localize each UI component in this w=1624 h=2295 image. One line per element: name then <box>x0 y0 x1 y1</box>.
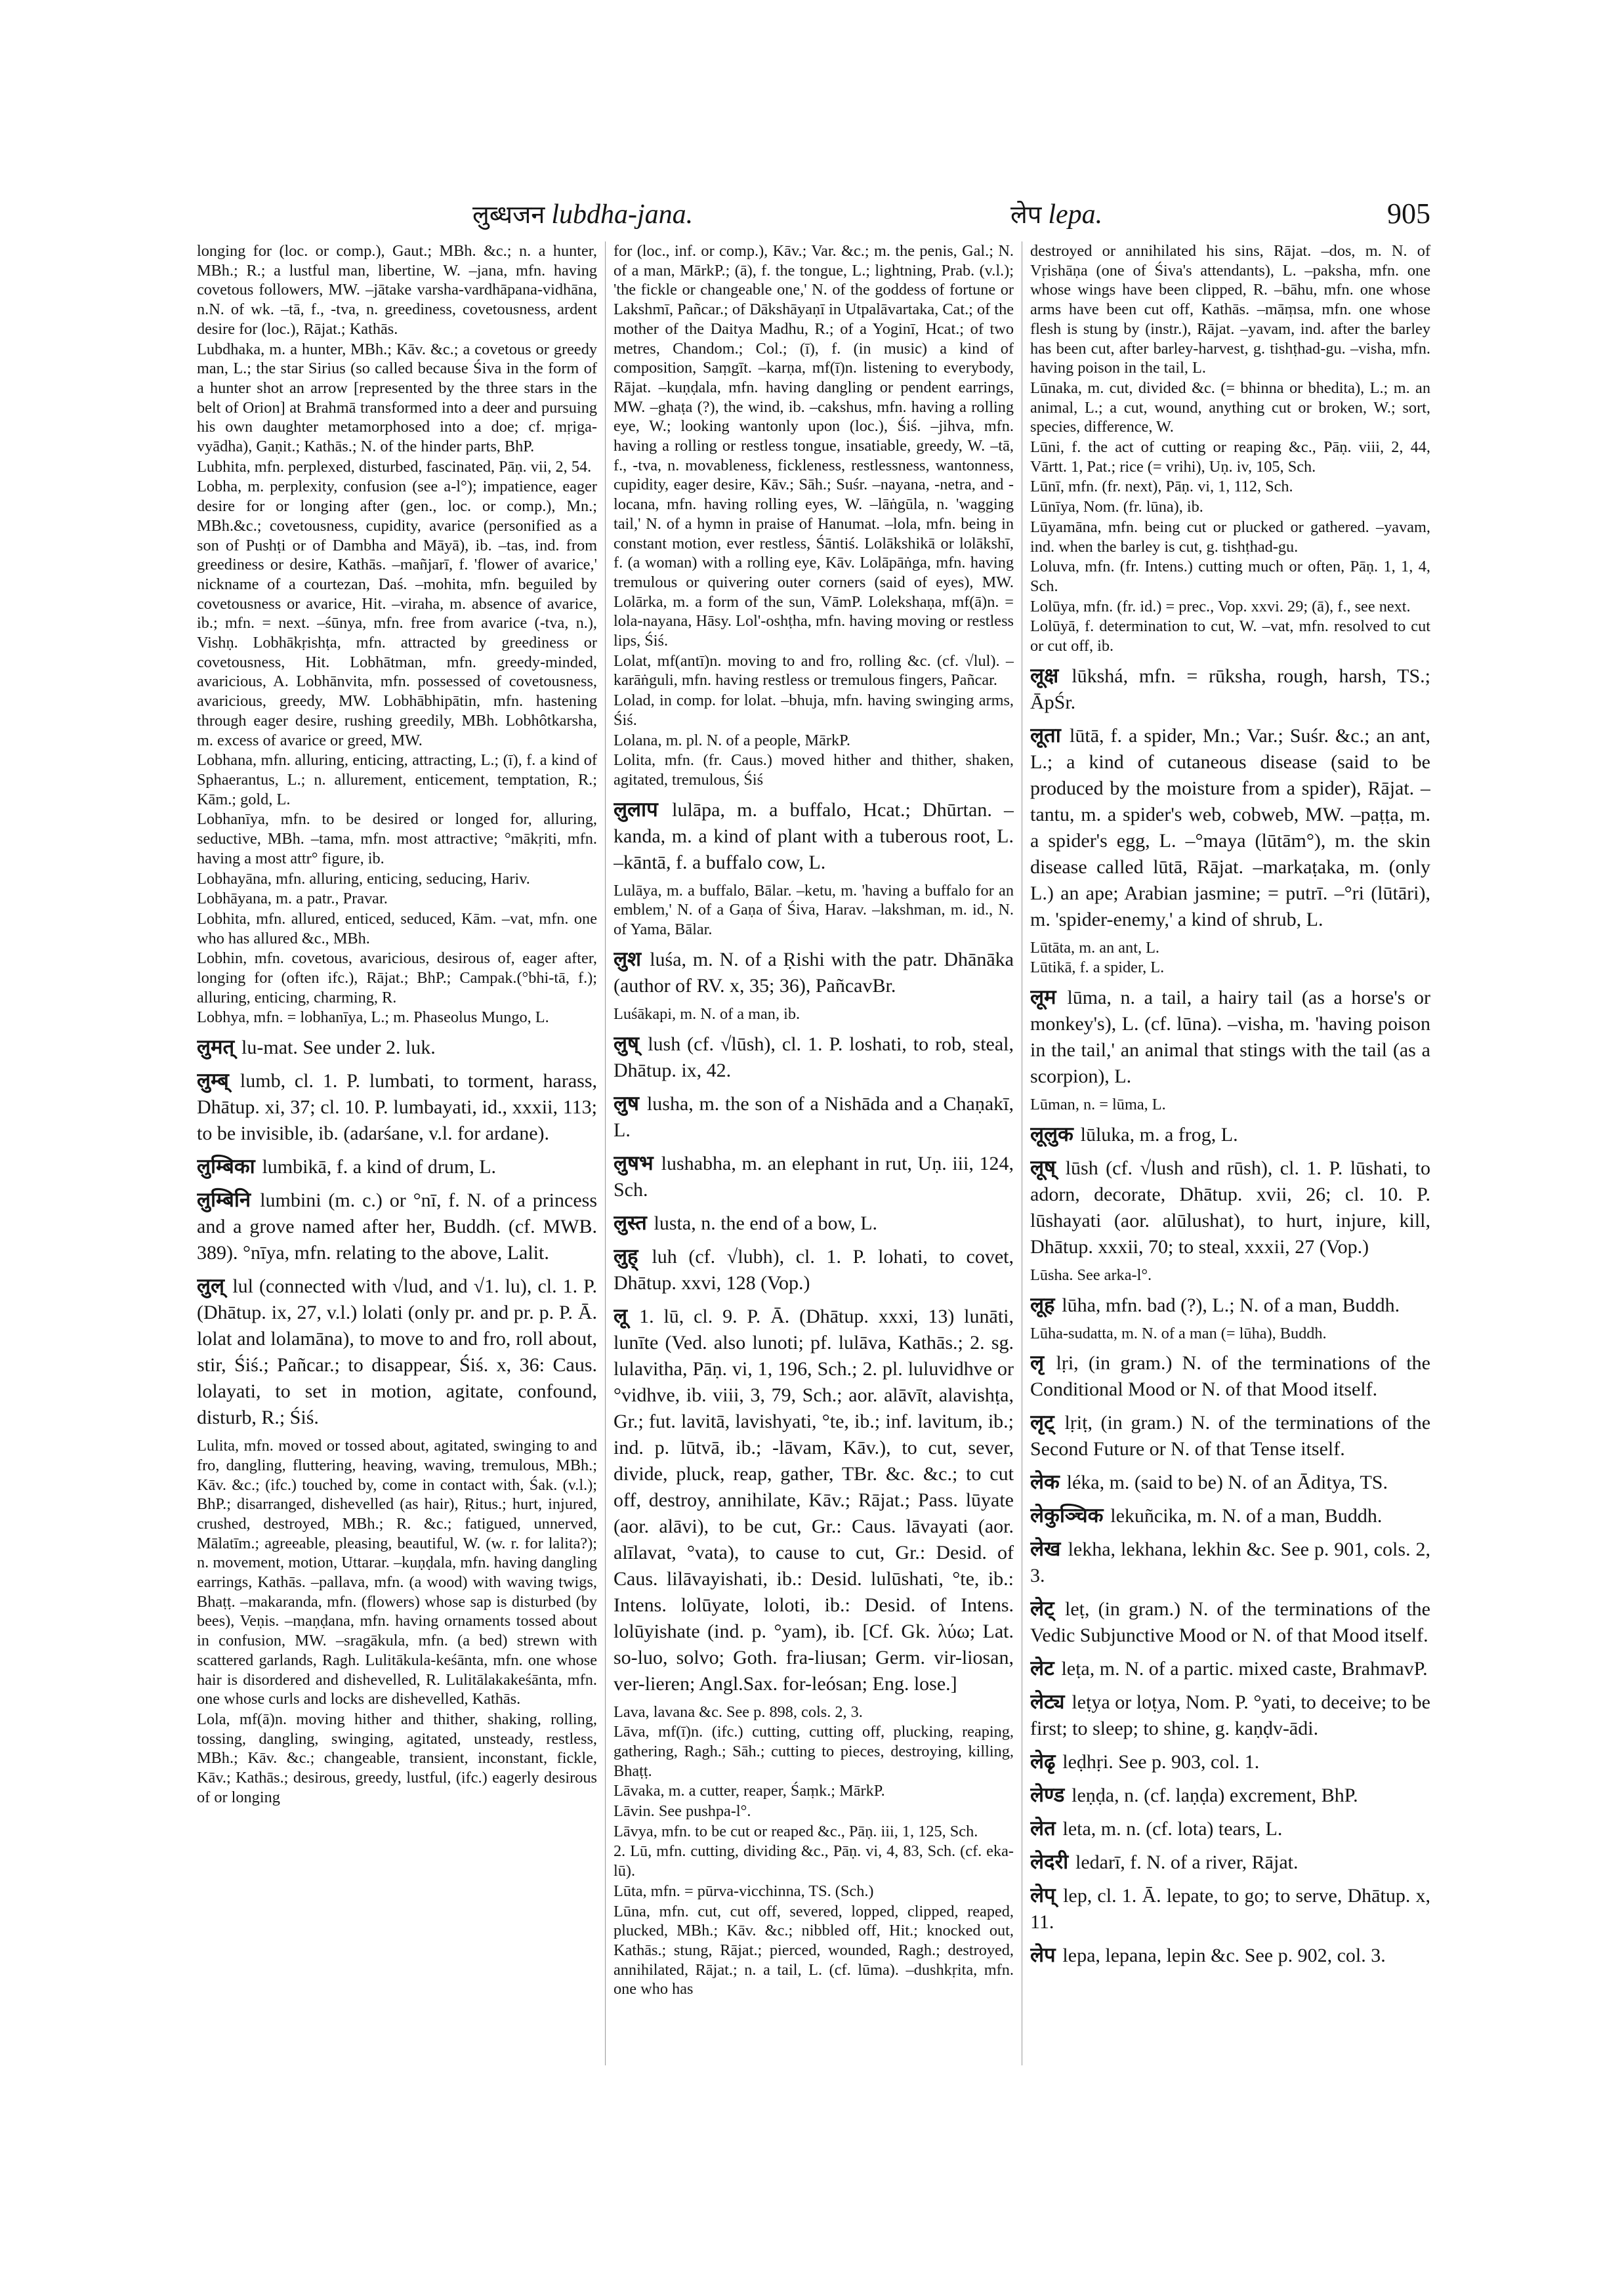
dictionary-entry <box>1030 557 1430 596</box>
headword-entry <box>1030 1536 1430 1589</box>
entry-text: lūma, n. a tail, a hairy tail (as a horse's or monkey's), L. (cf. lūna). –visha, m. 'having poison in the tail,' an animal that stings with the tail (as a scorpion), L. <box>1030 987 1430 1088</box>
devanagari-headword: लेप <box>1030 1943 1063 1968</box>
devanagari-headword: लेण्ड <box>1030 1783 1072 1808</box>
entry-text: Lobha, m. perplexity, confusion (see a-l°); impatience, eager desire for or longing after (gen., loc. or comp.), Mn.; MBh.&c.; covetousness, cupidity, avarice (personified as a son of Pushṭi or of Dambha and Māyā), ib. –tas, ind. from greediness or desire, Kathās. –mañjarī, f. 'flower of avarice,' nickname of a courtezan, Daś. –mohita, mfn. beguiled by covetousness or avarice, Hit. –viraha, m. absence of avarice, ib.; mfn. = next. –śūnya, mfn. free from avarice (-tva, n.), Vishṇ. Lobhākṛishṭa, mfn. attracted by greediness or covetousness, Hit. Lobhātman, mfn. greedy-minded, avaricious, A. Lobhānvita, mfn. possessed of covetousness, avaricious, greedy, MW. Lobhābhipātin, mfn. hastening through eager desire, rushing greedily, MBh. Lobhôtkarsha, m. excess of avarice or greed, MW. <box>197 478 597 749</box>
left-head-word: lubdha-jana. <box>551 199 694 230</box>
entry-text: leṇḍa, n. (cf. laṇḍa) excrement, BhP. <box>1072 1785 1358 1807</box>
headword-entry <box>1030 1502 1430 1529</box>
devanagari-headword: लूष् <box>1030 1155 1066 1180</box>
devanagari-headword: लेट <box>1030 1657 1062 1681</box>
headword-entry <box>1030 1849 1430 1876</box>
entry-text: Lobhya, mfn. = lobhanīya, L.; m. Phaseolus Mungo, L. <box>197 1008 549 1027</box>
headword-entry <box>197 1153 597 1180</box>
devanagari-headword: लेट्य <box>1030 1690 1072 1714</box>
right-head-devanagari: लेप <box>1010 200 1042 229</box>
entry-text: lumb, cl. 1. P. lumbati, to torment, harass, Dhātup. xi, 37; cl. 10. P. lumbayati, id., xxxii, 113; to be invisible, ib. (adarśane, v.l. for ardane). <box>197 1070 597 1145</box>
headword-entry <box>1030 1882 1430 1935</box>
headword-entry <box>614 1303 1014 1697</box>
headword-entry <box>1030 1155 1430 1260</box>
devanagari-headword: लेकुञ्चिक <box>1030 1504 1111 1528</box>
dictionary-entry <box>614 1802 1014 1821</box>
dictionary-entry <box>197 889 597 909</box>
devanagari-headword: लुश <box>614 947 650 971</box>
entry-text: Lūtikā, f. a spider, L. <box>1030 959 1165 977</box>
dictionary-entry <box>197 1436 597 1709</box>
devanagari-headword: लुमत् <box>197 1035 242 1060</box>
entry-text: Lobhāyana, m. a patr., Pravar. <box>197 890 388 908</box>
devanagari-headword: लुल् <box>197 1274 233 1298</box>
entry-text: Lobhayāna, mfn. alluring, enticing, seducing, Hariv. <box>197 869 530 888</box>
headword-entry <box>614 796 1014 876</box>
devanagari-headword: लूता <box>1030 723 1070 747</box>
entry-text: Lolat, mf(antī)n. moving to and fro, rolling &c. (cf. √lul). –karāṅguli, mfn. having restless or tremulous fingers, Pañcar. <box>614 651 1014 690</box>
devanagari-headword: लुह् <box>614 1244 652 1268</box>
dictionary-entry <box>1030 518 1430 556</box>
dictionary-entry <box>1030 1324 1430 1344</box>
devanagari-headword: लुष् <box>614 1031 648 1056</box>
devanagari-headword: लूक्ष <box>1030 663 1072 688</box>
dictionary-entry <box>614 1004 1014 1024</box>
entry-text: Lobhana, mfn. alluring, enticing, attracting, L.; (ī), f. a kind of Sphaerantus, L.; n. allurement, enticement, temptation, R.; Kām.; gold, L. <box>197 751 597 808</box>
devanagari-headword: लू <box>614 1304 640 1328</box>
entry-text: léka, m. (said to be) N. of an Āditya, TS. <box>1066 1472 1388 1494</box>
dictionary-entry <box>614 1902 1014 2000</box>
dictionary-columns <box>197 241 1430 2065</box>
entry-text: lūha, mfn. bad (?), L.; N. of a man, Buddh. <box>1062 1294 1400 1316</box>
headword-entry <box>1030 1469 1430 1496</box>
headword-entry <box>1030 1655 1430 1682</box>
column-2 <box>614 241 1014 2065</box>
column-3 <box>1030 241 1430 2065</box>
headword-entry <box>1030 1782 1430 1809</box>
entry-text: lulāpa, m. a buffalo, Hcat.; Dhūrtan. –kanda, m. a kind of plant with a tuberous root, L. –kāntā, f. a buffalo cow, L. <box>614 798 1014 873</box>
dictionary-entry <box>614 651 1014 690</box>
entry-text: 1. lū, cl. 9. P. Ā. (Dhātup. xxxi, 13) lunāti, lunīte (Ved. also lunoti; pf. lulāva, Kathās.; 2. sg. lulavitha, Pāṇ. vi, 1, 196, Sch.; 2. pl. luluvidhve or °vidhve, ib. viii, 3, 79, Sch.; aor. alāvīt, alavishṭa, Gr.; fut. lavitā, lavishyati, °te, ib.; inf. lavitum, ib.; ind. p. lūtvā, ib.; -lāvam, Kāv.), to cut, sever, divide, pluck, reap, gather, TBr. &c. &c.; to cut off, destroy, annihilate, Kāv.; Rājat.; Pass. lūyate (aor. alāvi), to be cut, Gr.: Caus. lāvayati (aor. alīlavat, °vata), to cause to cut, Gr.: Desid. of Caus. lilāvayishati, ib.: Desid. lulūshati, °te, ib.: Intens. lolūyate, loloti, ib.: Desid. of Intens. lolūyishate (ind. p. °yam), ib. [Cf. Gk. λύω; Lat. so-luo, solvo; Goth. fra-liusan; Germ. vir-liosan, ver-lieren; Angl.Sax. for-leósan; Eng. lose.] <box>614 1305 1014 1695</box>
headword-entry <box>197 1187 597 1266</box>
entry-text: lu-mat. See under 2. luk. <box>241 1037 436 1059</box>
devanagari-headword: लृ <box>1030 1351 1056 1375</box>
entry-text: Lolad, in comp. for lolat. –bhuja, mfn. having swinging arms, Śiś. <box>614 692 1014 729</box>
dictionary-entry <box>614 1882 1014 1901</box>
headword-entry <box>1030 1121 1430 1148</box>
entry-text: leṭ, (in gram.) N. of the terminations of the Vedic Subjunctive Mood or N. of that Mood itself. <box>1030 1598 1430 1647</box>
entry-text: leḍhṛi. See p. 903, col. 1. <box>1062 1751 1260 1773</box>
devanagari-headword: लुम्ब् <box>197 1069 240 1093</box>
column-1 <box>197 241 597 2065</box>
entry-text: Lulita, mfn. moved or tossed about, agitated, swinging to and fro, dangling, fluttering, heaving, waving, tremulous, MBh.; Kāv. &c.; (ifc.) touched by, come in contact with, Śak. (v.l.); BhP.; disarranged, dishevelled (as hair), Ṛitus.; hurt, injured, crushed, destroyed, MBh.; R. &c.; fatigued, unnerved, Mālatīm.; agreeable, pleasing, beautiful, W. (w. r. for lalita?); n. movement, motion, Uttarar. –kuṇḍala, mfn. having dangling earrings, Kathās. –pallava, mfn. (a wood) with waving twigs, Bhaṭṭ. –makaranda, mfn. (flowers) whose sap is disturbed (by bees), Veṇis. –maṇḍana, mfn. having ornaments tossed about in confusion, MW. –sragākula, mfn. (a bed) strewn with scattered garlands, Ragh. Lulitākula-keśānta, mfn. one whose hair is disordered and dishevelled, R. Lulitālakakeśānta, mfn. one whose curls and locks are dishevelled, Kathās. <box>197 1437 597 1708</box>
entry-text: Lūnaka, m. cut, divided &c. (= bhinna or bhedita), L.; m. an animal, L.; a cut, wound, anything cut or broken, W.; sort, species, difference, W. <box>1030 379 1430 436</box>
entry-text: Luśākapi, m. N. of a man, ib. <box>614 1004 801 1023</box>
headword-entry <box>1030 1689 1430 1742</box>
dictionary-entry <box>1030 938 1430 958</box>
headword-entry <box>614 1150 1014 1203</box>
devanagari-headword: लेख <box>1030 1537 1068 1561</box>
devanagari-headword: लेप् <box>1030 1884 1064 1908</box>
headword-entry <box>614 946 1014 999</box>
dictionary-entry <box>1030 617 1430 655</box>
entry-text: longing for (loc. or comp.), Gaut.; MBh. &c.; n. a hunter, MBh.; R.; a lustful man, libertine, W. –jana, mfn. having covetous followers, MW. –jātake varsha-vardhāpana-vidhāna, n.N. of wk. –tā, f., -tva, n. greediness, covetousness, ardent desire for (loc.), Rājat.; Kathās. <box>197 242 597 338</box>
page-header <box>197 197 1430 230</box>
headword-entry <box>1030 1942 1430 1969</box>
headword-entry <box>614 1090 1014 1144</box>
entry-text: Lāvya, mfn. to be cut or reaped &c., Pāṇ. iii, 1, 125, Sch. <box>614 1822 978 1840</box>
dictionary-entry <box>1030 241 1430 378</box>
dictionary-entry <box>197 477 597 750</box>
entry-text: lūtā, f. a spider, Mn.; Var.; Suśr. &c.; an ant, L.; a kind of cutaneous disease (said to be produced by the moisture from a spider), Rājat. –tantu, m. a spider's web, cobweb, MW. –paṭṭa, m. a spider's egg, L. –°maya (lūtām°), m. the skin disease called lūtā, Rājat. –markaṭaka, m. (only L.) an ape; Arabian jasmine; = putrī. –°ri (lūtāri), m. 'spider-enemy,' a kind of shrub, L. <box>1030 724 1430 930</box>
entry-text: leṭya or loṭya, Nom. P. °yati, to deceive; to be first; to sleep; to shine, g. kaṇḍv-ādi. <box>1030 1691 1430 1740</box>
dictionary-entry <box>614 1722 1014 1781</box>
dictionary-entry <box>1030 438 1430 476</box>
entry-text: lul (connected with √lud, and √1. lu), cl. 1. P. (Dhātup. ix, 27, v.l.) lolati (only pr. and pr. p. P. Ā. lolat and lolamāna), to move to and fro, roll about, stir, Śiś.; Pañcar.; to disappear, Śiś. x, 36: Caus. lolayati, to set in motion, agitate, confound, disturb, R.; Śiś. <box>197 1275 597 1429</box>
devanagari-headword: लूलुक <box>1030 1122 1081 1146</box>
headword-entry <box>1030 984 1430 1090</box>
dictionary-entry <box>197 949 597 1007</box>
dictionary-entry <box>1030 597 1430 617</box>
entry-text: 2. Lū, mfn. cutting, dividing &c., Pāṇ. vi, 4, 83, Sch. (cf. eka-lū). <box>614 1842 1014 1880</box>
entry-text: lush (cf. √lūsh), cl. 1. P. loshati, to rob, steal, Dhātup. ix, 42. <box>614 1033 1014 1081</box>
entry-text: luśa, m. N. of a Ṛishi with the patr. Dhānāka (author of RV. x, 35; 36), PañcavBr. <box>614 948 1014 997</box>
entry-text: Lobhanīya, mfn. to be desired or longed for, alluring, seductive, MBh. –tama, mfn. most attractive; °mākṛiti, mfn. having a most attr° figure, ib. <box>197 810 597 867</box>
dictionary-entry <box>197 1710 597 1808</box>
entry-text: leta, m. n. (cf. lota) tears, L. <box>1062 1818 1283 1840</box>
entry-text: lekuñcika, m. N. of a man, Buddh. <box>1110 1505 1383 1527</box>
dictionary-entry <box>197 340 597 457</box>
dictionary-entry <box>614 691 1014 730</box>
entry-text: Lūsha. See arka-l°. <box>1030 1266 1152 1284</box>
entry-text: Loluva, mfn. (fr. Intens.) cutting much or often, Pāṇ. 1, 1, 4, Sch. <box>1030 558 1430 595</box>
dictionary-entry <box>197 241 597 339</box>
headword-entry <box>1030 1748 1430 1775</box>
entry-text: Lobhin, mfn. covetous, avaricious, desirous of, eager after, longing for (often ifc.), Rājat.; BhP.; Campak.(°bhi-tā, f.); alluring, enticing, charming, R. <box>197 949 597 1006</box>
entry-text: Lūna, mfn. cut, cut off, severed, lopped, clipped, reaped, plucked, MBh.; Kāv. &c.; nibbled off, Hit.; knocked out, Kathās.; stung, Rājat.; pierced, wounded, Ragh.; destroyed, annihilated, Rājat.; n. a tail, L. (cf. lūma). –dushkṛita, mfn. one who has <box>614 1902 1014 1998</box>
dictionary-entry <box>1030 477 1430 497</box>
entry-text: Lāvin. See pushpa-l°. <box>614 1802 751 1821</box>
headword-entry <box>1030 1292 1430 1319</box>
entry-text: leṭa, m. N. of a partic. mixed caste, BrahmavP. <box>1061 1658 1428 1680</box>
entry-text: lṛi, (in gram.) N. of the terminations of the Conditional Mood or N. of that Mood itself. <box>1030 1352 1430 1401</box>
dictionary-entry <box>614 1822 1014 1842</box>
entry-text: Lūman, n. = lūma, L. <box>1030 1096 1166 1114</box>
dictionary-entry <box>197 810 597 868</box>
devanagari-headword: लेत <box>1030 1817 1063 1841</box>
entry-text: ledarī, f. N. of a river, Rājat. <box>1075 1851 1299 1874</box>
entry-text: Lūnī, mfn. (fr. next), Pāṇ. vi, 1, 112, Sch. <box>1030 478 1293 496</box>
left-head-devanagari: लुब्धजन <box>472 200 545 229</box>
headword-entry <box>1030 1815 1430 1842</box>
headword-entry <box>1030 663 1430 716</box>
devanagari-headword: लेदरी <box>1030 1850 1075 1874</box>
entry-text: lepa, lepana, lepin &c. See p. 902, col. 3. <box>1062 1945 1386 1967</box>
entry-text: lusha, m. the son of a Nishāda and a Chaṇakī, L. <box>614 1092 1014 1141</box>
headword-entry <box>197 1067 597 1147</box>
entry-text: Lūnīya, Nom. (fr. lūna), ib. <box>1030 498 1203 516</box>
entry-text: Lava, lavana &c. See p. 898, cols. 2, 3. <box>614 1703 863 1721</box>
entry-text: lekha, lekhana, lekhin &c. See p. 901, cols. 2, 3. <box>1030 1539 1430 1587</box>
entry-text: Lulāya, m. a buffalo, Bālar. –ketu, m. 'having a buffalo for an emblem,' N. of a Gaṇa of Śiva, Harav. –lakshman, m. id., N. of Yama, Bālar. <box>614 881 1014 939</box>
entry-text: Lūtāta, m. an ant, L. <box>1030 938 1160 957</box>
entry-text: lūkshá, mfn. = rūksha, rough, harsh, TS.; ĀpŚr. <box>1030 665 1430 713</box>
entry-text: Lūha-sudatta, m. N. of a man (= lūha), Buddh. <box>1030 1324 1327 1342</box>
entry-text: Lāvaka, m. a cutter, reaper, Śaṃk.; MārkP. <box>614 1782 885 1800</box>
headword-entry <box>197 1034 597 1061</box>
entry-text: lushabha, m. an elephant in rut, Uṇ. iii, 124, Sch. <box>614 1152 1014 1201</box>
devanagari-headword: लूह <box>1030 1292 1062 1317</box>
entry-text: Lolūyā, f. determination to cut, W. –vat, mfn. resolved to cut or cut off, ib. <box>1030 617 1430 655</box>
dictionary-entry <box>197 751 597 809</box>
entry-text: Lolita, mfn. (fr. Caus.) moved hither and thither, shaken, agitated, tremulous, Śiś <box>614 751 1014 789</box>
dictionary-entry <box>1030 379 1430 437</box>
headword-entry <box>1030 1596 1430 1649</box>
entry-text: Lolūya, mfn. (fr. id.) = prec., Vop. xxvi. 29; (ā), f., see next. <box>1030 597 1411 615</box>
left-running-head <box>472 197 693 231</box>
dictionary-entry <box>614 751 1014 789</box>
devanagari-headword: लेढृ <box>1030 1750 1063 1774</box>
entry-text: Lāva, mf(ī)n. (ifc.) cutting, cutting off, plucking, reaping, gathering, Ragh.; Sāh.; cutting to pieces, destroying, killing, Bhaṭṭ. <box>614 1723 1014 1780</box>
entry-text: lusta, n. the end of a bow, L. <box>654 1212 878 1234</box>
right-running-head <box>1010 197 1102 231</box>
entry-text: Lobhita, mfn. allured, enticed, seduced, Kām. –vat, mfn. one who has allured &c., MBh. <box>197 909 597 947</box>
headword-entry <box>1030 1350 1430 1403</box>
page-number: 905 <box>1387 197 1430 230</box>
dictionary-entry <box>1030 958 1430 978</box>
entry-text: for (loc., inf. or comp.), Kāv.; Var. &c.; m. the penis, Gal.; N. of a man, MārkP.; (ā), f. the tongue, L.; lightning, Prab. (v.l.); 'the fickle or changeable one,' N. of the goddess of fortune or Lakshmī, Pañcar.; of Dākshāyaṇī in Utpalāvartaka, Cat.; of the mother of the Daitya Madhu, R.; of a Yoginī, Hcat.; of two metres, Chandom.; Col.; (ī), f. (in music) a kind of composition, Saṃgīt. –karṇa, mf(ī)n. listening to everybody, Rājat. –kuṇḍala, mfn. having dangling or pendent earrings, MW. –ghaṭa (?), the wind, ib. –cakshus, mfn. having a rolling eye, W.; looking wantonly upon (loc.), Śiś. –jihva, mfn. having a rolling or restless tongue, insatiable, greedy, W. –tā, f., -tva, n. movableness, fickleness, restlessness, wantonness, cupidity, eager desire, Kāv.; Sāh.; Suśr. –nayana, -netra, and -locana, mfn. having rolling eyes, W. –lāṅgūla, n. 'wagging tail,' N. of a hymn in praise of Hanumat. –lola, mfn. being in constant motion, ever restless, Śāntiś. Lolākshikā or lolākshī, f. (a woman) with a rolling eye, Kāv. Lolāpāṅga, mfn. having tremulous or quivering outer corners (said of eyes), MW. Lolārka, m. a form of the sun, VāmP. Lolekshaṇa, mf(ā)n. = lola-nayana, Hāsy. Lol'-oshṭha, mfn. having moving or restless lips, Śiś. <box>614 242 1014 650</box>
headword-entry <box>614 1243 1014 1296</box>
entry-text: Lolana, m. pl. N. of a people, MārkP. <box>614 731 851 749</box>
entry-text: lṛiṭ, (in gram.) N. of the terminations of the Second Future or N. of that Tense itself. <box>1030 1412 1430 1460</box>
dictionary-entry <box>197 869 597 889</box>
dictionary-entry <box>614 731 1014 751</box>
devanagari-headword: लुलाप <box>614 797 673 821</box>
entry-text: luh (cf. √lubh), cl. 1. P. lohati, to covet, Dhātup. xxvi, 128 (Vop.) <box>614 1245 1014 1294</box>
dictionary-entry <box>614 241 1014 651</box>
dictionary-entry <box>197 457 597 477</box>
dictionary-entry <box>1030 1266 1430 1285</box>
entry-text: lūsh (cf. √lush and rūsh), cl. 1. P. lūshati, to adorn, decorate, Dhātup. xvii, 26; cl. 10. P. lūshayati (aor. alūlushat), to hurt, injure, kill, Dhātup. xxxii, 70; to steal, xxxii, 27 (Vop.) <box>1030 1157 1430 1258</box>
entry-text: Lūni, f. the act of cutting or reaping &c., Pāṇ. viii, 2, 44, Vārtt. 1, Pat.; rice (= vrihi), Uṇ. iv, 105, Sch. <box>1030 438 1430 476</box>
entry-text: lep, cl. 1. Ā. lepate, to go; to serve, Dhātup. x, 11. <box>1030 1885 1430 1933</box>
devanagari-headword: लृट् <box>1030 1411 1065 1435</box>
entry-text: lūluka, m. a frog, L. <box>1080 1123 1238 1146</box>
devanagari-headword: लुषभ <box>614 1151 661 1175</box>
dictionary-entry <box>614 1842 1014 1880</box>
dictionary-entry <box>1030 1095 1430 1115</box>
dictionary-entry <box>197 1008 597 1027</box>
dictionary-entry <box>1030 497 1430 517</box>
dictionary-entry <box>614 1781 1014 1801</box>
entry-text: lumbini (m. c.) or °nī, f. N. of a princess and a grove named after her, Buddh. (cf. MWB. 389). °nīya, mfn. relating to the above, Lalit. <box>197 1189 597 1264</box>
entry-text: destroyed or annihilated his sins, Rājat. –dos, m. N. of Vṛishāṇa (one of Śiva's attendants), L. –paksha, mfn. one whose wings have been clipped, R. –bāhu, mfn. one whose arms have been cut off, Kathās. –māṃsa, mfn. one whose flesh is stung by (instr.), Rājat. –yavam, ind. after the barley has been cut, after barley-harvest, g. tishṭhad-gu. –visha, mfn. having poison in the tail, L. <box>1030 242 1430 377</box>
right-head-word: lepa. <box>1048 199 1103 230</box>
headword-entry <box>614 1031 1014 1084</box>
entry-text: Lubdhaka, m. a hunter, MBh.; Kāv. &c.; a covetous or greedy man, L.; the star Sirius (so called because Śiva in the form of a hunter shot an arrow [represented by the three stars in the belt of Orion] at Brahmā transformed into a deer and pursuing his own daughter metamorphosed into a doe; cf. mṛiga-vyādha), Gaṇit.; Kathās.; N. of the hinder parts, BhP. <box>197 340 597 456</box>
devanagari-headword: लुम्बिनि <box>197 1188 260 1212</box>
entry-text: Lubhita, mfn. perplexed, disturbed, fascinated, Pāṇ. vii, 2, 54. <box>197 457 592 476</box>
headword-entry <box>197 1273 597 1431</box>
column-divider <box>605 241 606 2065</box>
devanagari-headword: लुम्बिका <box>197 1155 262 1179</box>
entry-text: Lūta, mfn. = pūrva-vicchinna, TS. (Sch.) <box>614 1882 874 1900</box>
entry-text: Lola, mf(ā)n. moving hither and thither, shaking, rolling, tossing, dangling, swinging, agitated, unsteady, restless, MBh.; Kāv. &c.; changeable, transient, inconstant, fickle, Kāv.; Kathās.; desirous, greedy, lustful, (ifc.) eagerly desirous of or longing <box>197 1710 597 1806</box>
devanagari-headword: लुष <box>614 1091 647 1115</box>
devanagari-headword: लुस्त <box>614 1210 654 1235</box>
headword-entry <box>1030 1409 1430 1462</box>
dictionary-entry <box>614 1703 1014 1722</box>
dictionary-entry <box>614 881 1014 940</box>
headword-entry <box>614 1210 1014 1237</box>
headword-entry <box>1030 722 1430 933</box>
devanagari-headword: लेक <box>1030 1470 1067 1495</box>
entry-text: lumbikā, f. a kind of drum, L. <box>262 1156 497 1178</box>
dictionary-entry <box>197 909 597 948</box>
devanagari-headword: लेट् <box>1030 1597 1066 1621</box>
devanagari-headword: लूम <box>1030 985 1068 1010</box>
entry-text: Lūyamāna, mfn. being cut or plucked or gathered. –yavam, ind. when the barley is cut, g. tishṭhad-gu. <box>1030 518 1430 556</box>
